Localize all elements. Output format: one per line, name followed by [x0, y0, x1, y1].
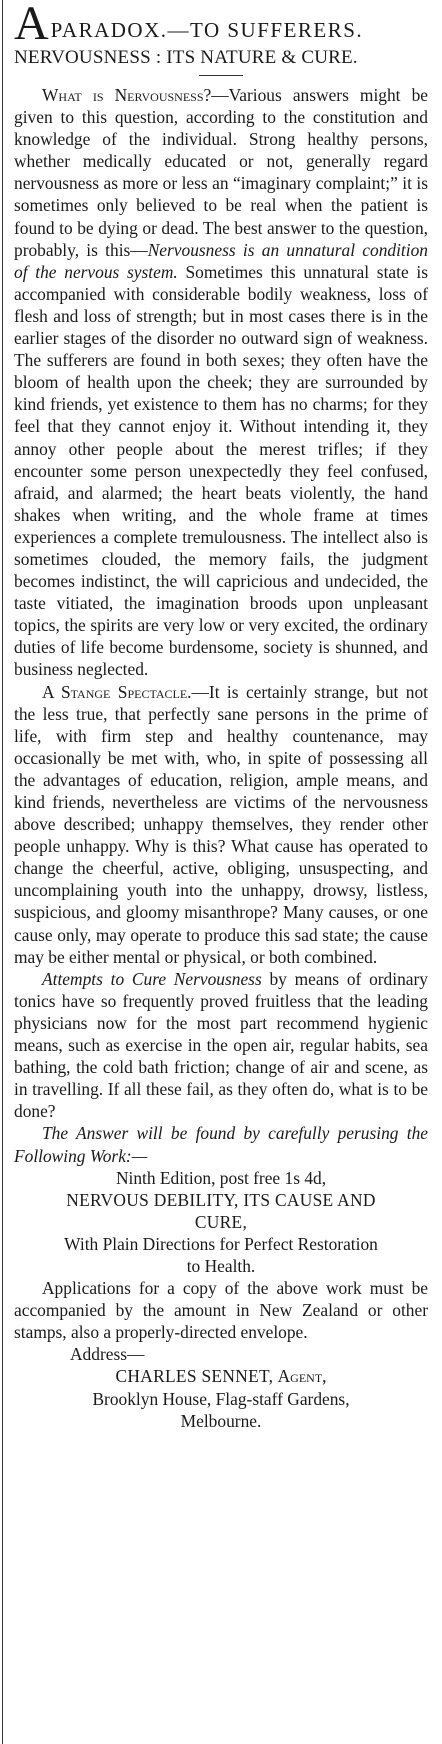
paragraph-lead: A Stange Spectacle.	[42, 681, 192, 702]
article-body	[14, 84, 428, 1432]
column-rule	[2, 0, 3, 1744]
paragraph-text: by means of ordinary tonics have so frequently proved fruitless that the leading physicians now for the most part recommend hygienic means, such as exercise in the open air, regular habits, sea bathing, the cold bath friction; change of air and scene, as in travelling. If all these fail, as they often do, what is to be done?	[14, 968, 428, 1122]
edition-line: Ninth Edition, post free 1s 4d,	[115, 1167, 327, 1188]
address-line: Brooklyn House, Flag-staff Gardens,	[92, 1388, 350, 1409]
address-label: Address—	[70, 1344, 145, 1365]
city-line: Melbourne.	[180, 1410, 262, 1431]
book-title-line-2: CURE,	[194, 1211, 248, 1232]
book-advertisement	[14, 1167, 428, 1432]
headline	[14, 0, 428, 50]
paragraph-italic: Attempts to Cure Nervousness	[42, 968, 262, 989]
agent-name: CHARLES SENNET,	[115, 1366, 274, 1387]
paragraph-text: —It is certainly strange, but not the less true, that perfectly sane persons in the prime of life, with firm step and healthy countenance, may occasionally be met with, who, in spite of possessing all the advantages of education, religion, ample means, and kind friends, nevertheless are victims of the nervousness above described; unhappy themselves, they render other people unhappy. Why is this? What cause has operated to change the cheerful, active, obliging, unsuspecting, and uncomplaining youth into the unhappy, drowsy, listless, suspicious, and gloomy misanthrope? Many causes, or one cause only, may operate to produce this sad state; the cause may be either mental or physical, or both combined.	[14, 681, 429, 967]
agent-line	[14, 1365, 428, 1387]
applications-text: Applications for a copy of the above work must be accompanied by the amount in New Zealand or other stamps, also a properly-directed envelope.	[14, 1278, 428, 1343]
book-title-line-1: NERVOUS DEBILITY, ITS CAUSE AND	[66, 1189, 376, 1210]
paragraph-lead: What is Nervousness?	[42, 85, 212, 105]
paragraph-italic: The Answer will be found by carefully perusing the Following Work:—	[14, 1123, 428, 1166]
headline-initial: A	[14, 0, 49, 50]
agent-title: Agent,	[277, 1366, 327, 1387]
paragraph-italic: Nervousness is an unnatural condition of the nervous system.	[14, 239, 428, 282]
paragraph-text: Sometimes this unnatural state is accompanied with considerable bodily weakness, loss of flesh and loss of strength; but in most cases there is in the earlier stages of the disorder no outward sign of weakness. The sufferers are found in both sexes; they often have the bloom of health upon the cheek; they are surrounded by kind friends, yet existence to them has no charms; for they feel that they cannot enjoy it. Without intending it, they annoy other people about the merest trifles; if they encounter some person unexpectedly they feel confused, afraid, and alarmed; the heart beats violently, the hand shakes when writing, and the whole frame at times experiences a complete tremulousness. The intellect also is sometimes clouded, the memory fails, the judgment becomes indistinct, the will capricious and undecided, the taste vitiated, the imagination broods upon unpleasant topics, the spirits are very low or very excited, the ordinary duties of life become burdensome, society is shunned, and business neglected.	[14, 261, 429, 680]
paragraph-text: —Various answers might be given to this question, according to the constitution and knowledge of the individual. Strong healthy persons, whether medically educated or not, generally regard nervousness as more or less an “imaginary complaint;” it is sometimes only believed to be real when the patient is found to be dying or dead. The best answer to the question, probably, is this—	[14, 85, 428, 260]
divider-rule	[199, 75, 243, 76]
book-subtitle-line-2: to Health.	[186, 1255, 256, 1276]
paragraph-answer	[14, 1122, 428, 1166]
paragraph-nervousness	[14, 84, 428, 681]
paragraph-attempts-to-cure	[14, 968, 428, 1123]
subheadline: NERVOUSNESS : ITS NATURE & CURE.	[14, 47, 358, 68]
paragraph-strange-spectacle	[14, 681, 428, 968]
book-subtitle-line-1: With Plain Directions for Perfect Restoration	[64, 1233, 378, 1254]
headline-text: PARADOX.—TO SUFFERERS.	[50, 18, 364, 42]
